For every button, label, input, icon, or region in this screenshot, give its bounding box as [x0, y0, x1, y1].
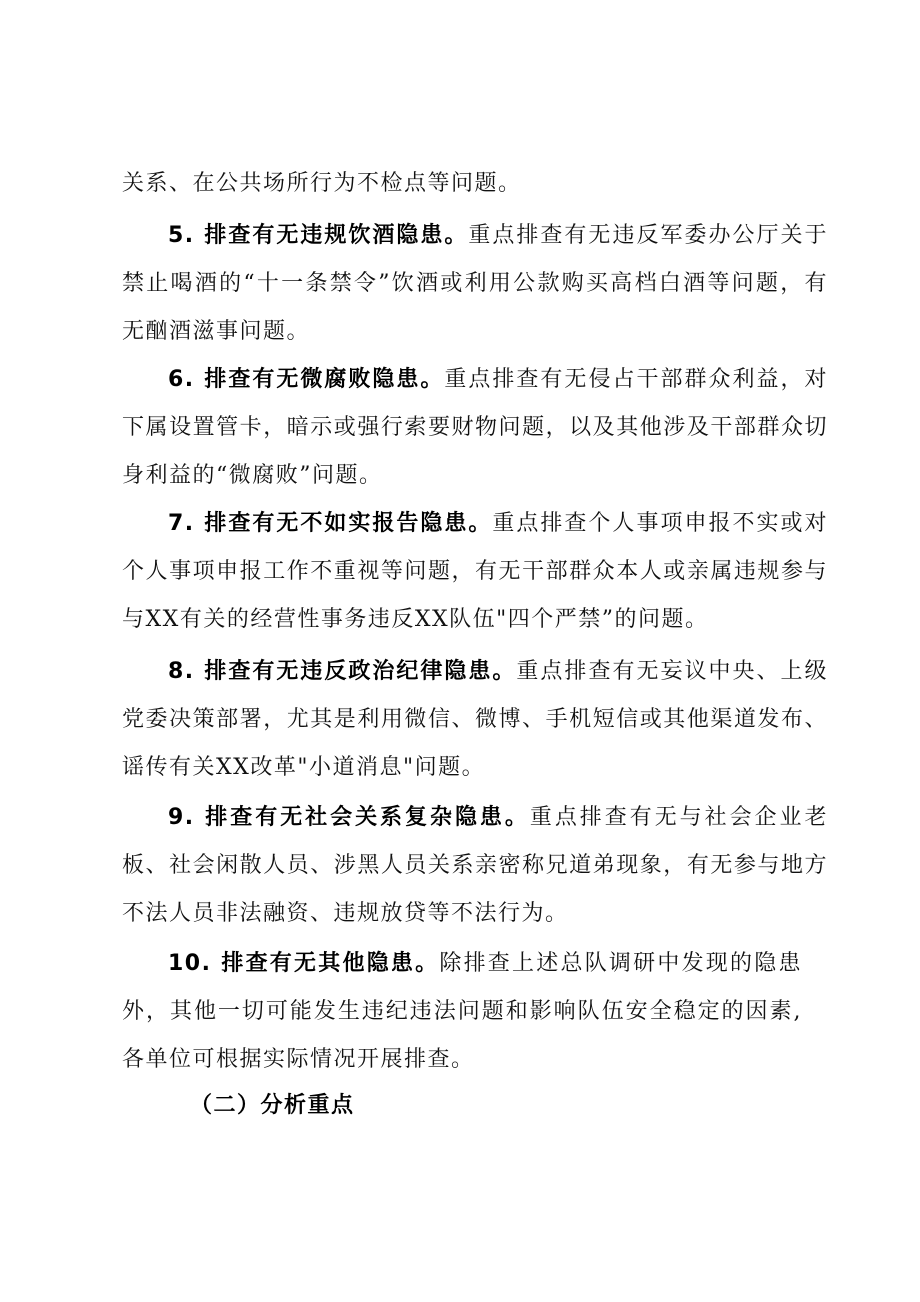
- paragraph-item-8: [122, 648, 828, 792]
- paragraph-item-7: [122, 500, 828, 644]
- item-9-text: 重点排查有无与社会企业老板、社会闲散人员、涉黑人员关系亲密称兄道弟现象，有无参与地方不法人员非法融资、违规放贷等不法行为。: [122, 805, 828, 926]
- item-9-lead: 9. 排查有无社会关系复杂隐患。: [168, 805, 530, 830]
- paragraph-item-6: [122, 356, 828, 500]
- item-7-text: 重点排查个人事项申报不实或对个人事项申报工作不重视等问题，有无干部群众本人或亲属违规参与与XX有关的经营性事务违反XX队伍"四个严禁”的问题。: [122, 511, 828, 632]
- paragraph-item-10: [122, 940, 802, 1084]
- item-10-text: 除排查上述总队调研中发现的隐患外，其他一切可能发生违纪违法问题和影响队伍安全稳定的因素,各单位可根据实际情况开展排查。: [122, 951, 802, 1072]
- item-8-text: 重点排查有无妄议中央、上级党委决策部署，尤其是利用微信、微博、手机短信或其他渠道发布、谣传有关XX改革"小道消息"问题。: [122, 659, 828, 780]
- item-7-lead: 7. 排查有无不如实报告隐患。: [168, 511, 493, 536]
- item-5-lead: 5. 排查有无违规饮酒隐患。: [168, 223, 469, 248]
- paragraph-text: 关系、在公共场所行为不检点等问题。: [122, 171, 522, 196]
- item-5-text: 重点排查有无违反军委办公厅关于禁止喝酒的“十一条禁令”饮酒或利用公款购买高档白酒等问题，有无酗酒滋事问题。: [122, 223, 828, 344]
- item-10-lead: 10. 排查有无其他隐患。: [168, 951, 440, 976]
- paragraph-continuation: [122, 160, 828, 208]
- item-6-text: 重点排查有无侵占干部群众利益，对下属设置管卡，暗示或强行索要财物问题，以及其他涉及干部群众切身利益的“微腐败”问题。: [122, 367, 828, 488]
- section-heading: （二）分析重点: [190, 1093, 355, 1118]
- paragraph-item-5: [122, 212, 828, 356]
- item-8-lead: 8. 排查有无违反政治纪律隐患。: [168, 659, 517, 684]
- paragraph-item-9: [122, 794, 828, 938]
- item-6-lead: 6. 排查有无微腐败隐患。: [168, 367, 445, 392]
